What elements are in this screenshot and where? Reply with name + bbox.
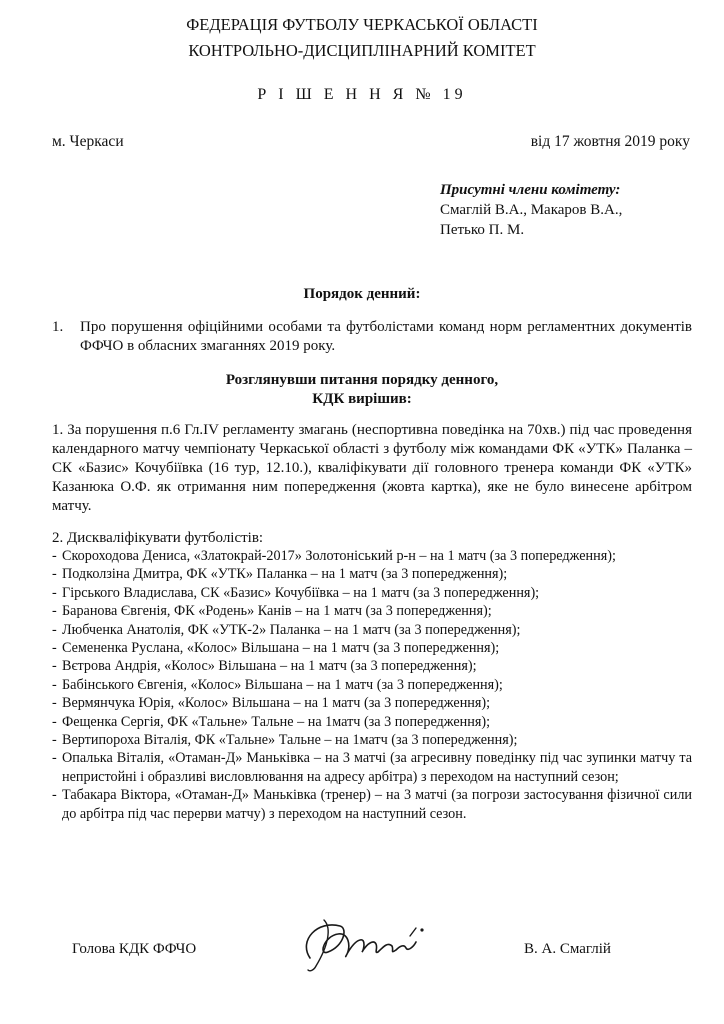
- committee-name: КОНТРОЛЬНО-ДИСЦИПЛІНАРНИЙ КОМІТЕТ: [188, 41, 536, 60]
- list-item: - Подколзіна Дмитра, ФК «УТК» Паланка – на 1 матч (за 3 попередження);: [52, 565, 692, 583]
- signatory-name: В. А. Смаглій: [524, 941, 611, 957]
- agenda-item: [52, 318, 692, 356]
- federation-name: ФЕДЕРАЦІЯ ФУТБОЛУ ЧЕРКАСЬКОЇ ОБЛАСТІ: [186, 15, 538, 34]
- list-item: - Скороходова Дениса, «Златокрай-2017» Золотоніський р-н – на 1 матч (за 3 попередження);: [52, 547, 692, 565]
- list-item: - Табакара Віктора, «Отаман-Д» Маньківка (тренер) – на 3 матчі (за погрози застосування фізичної сили до арбітра під час перерви матчу) з переходом на наступний сезон.: [52, 786, 692, 823]
- list-item: - Любченка Анатолія, ФК «УТК-2» Паланка – на 1 матч (за 3 попередження);: [52, 621, 692, 639]
- list-item: - Баранова Євгенія, ФК «Родень» Канів – на 1 матч (за 3 попередження);: [52, 602, 692, 620]
- considered-line-2: КДК вирішив:: [312, 391, 412, 407]
- decision-paragraph-1: 1. За порушення п.6 Гл.IV регламенту змагань (неспортивна поведінка на 70хв.) під час проведення календарного матчу чемпіонату Черкаської області з футболу між командами ФК «УТК» Паланка – СК «Базис» Кочубіївка (16 тур, 12.10.), кваліфікувати дії головного тренера команди ФК «УТК» Казанюка О.Ф. як отримання ним попередження (жовта картка), яке не було винесене арбітром матчу.: [52, 422, 692, 514]
- present-line-2: Петько П. М.: [440, 222, 525, 238]
- document-header: [0, 12, 724, 64]
- list-item: - Вертипороха Віталія, ФК «Тальне» Тальне – на 1матч (за 3 попередження);: [52, 731, 692, 749]
- disqualified-players-list: [52, 547, 692, 823]
- city: м. Черкаси: [52, 133, 124, 150]
- list-item: - Фещенка Сергія, ФК «Тальне» Тальне – на 1матч (за 3 попередження);: [52, 713, 692, 731]
- present-line-1: Смаглій В.А., Макаров В.А.,: [440, 202, 623, 218]
- agenda-title: Порядок денний:: [303, 286, 421, 302]
- list-item: - Вєтрова Андрія, «Колос» Вільшана – на 1 матч (за 3 попередження);: [52, 657, 692, 675]
- decision-title: Р І Ш Е Н Н Я № 19: [257, 86, 467, 103]
- considered-heading: [0, 371, 724, 409]
- agenda-item-text: Про порушення офіційними особами та футболістами команд норм регламентних документів ФФЧО в обласних змаганнях 2019 року.: [80, 319, 692, 354]
- agenda-item-number: 1.: [52, 319, 64, 335]
- decision-paragraph-2-title: 2. Дискваліфікувати футболістів:: [52, 530, 264, 546]
- decision-date: від 17 жовтня 2019 року: [530, 133, 690, 150]
- list-item: - Бабінського Євгенія, «Колос» Вільшана – на 1 матч (за 3 попередження);: [52, 676, 692, 694]
- list-item: - Семененка Руслана, «Колос» Вільшана – на 1 матч (за 3 попередження);: [52, 639, 692, 657]
- present-heading: Присутні члени комітету:: [440, 182, 621, 198]
- signature-image: [288, 906, 438, 976]
- list-item: - Опалька Віталія, «Отаман-Д» Маньківка – на 3 матчі (за агресивну поведінку під час зупинки матчу та непристойні і образливі висловлювання на адресу арбітра) з переходом на наступний сезон;: [52, 749, 692, 786]
- list-item: - Вермянчука Юрія, «Колос» Вільшана – на 1 матч (за 3 попередження);: [52, 694, 692, 712]
- list-item: - Гірського Владислава, СК «Базис» Кочубіївка – на 1 матч (за 3 попередження);: [52, 584, 692, 602]
- present-members: [440, 180, 622, 240]
- considered-line-1: Розглянувши питання порядку денного,: [225, 372, 499, 388]
- signatory-position: Голова КДК ФФЧО: [72, 941, 197, 957]
